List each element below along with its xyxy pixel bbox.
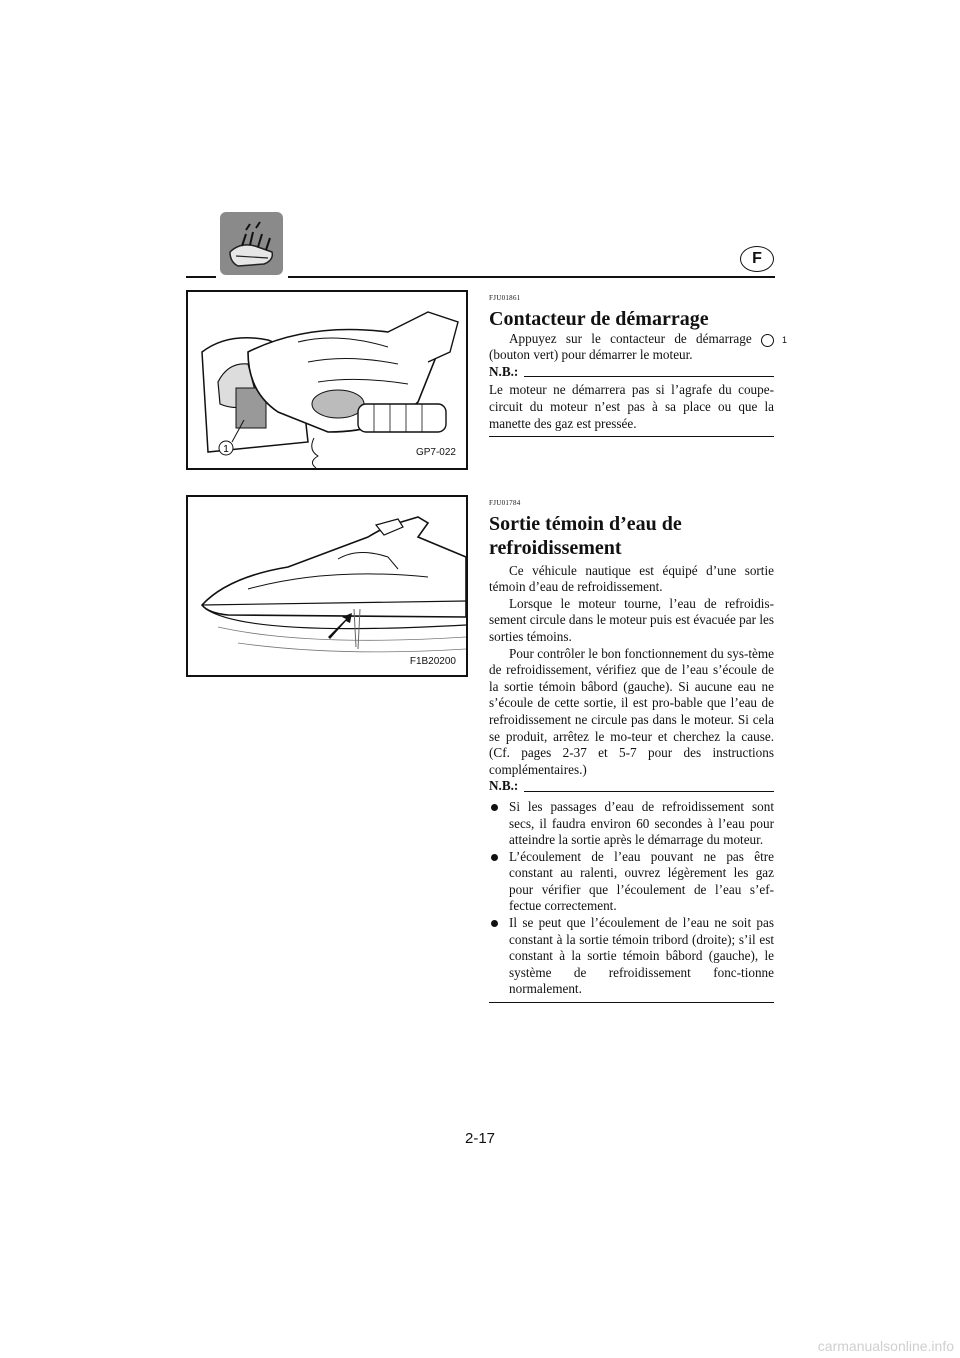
section2-title-line1: Sortie témoin d’eau de xyxy=(489,512,682,535)
list-item: Il se peut que l’écoulement de l’eau ne soit pas constant à la sortie témoin tribord (droite); s’il est constant à la sortie témoin bâbord (gauche), le système de refroidissement fonc-tionne normalement. xyxy=(489,915,774,998)
jetski-icon xyxy=(220,212,283,275)
bullet-icon xyxy=(491,854,498,861)
section2-para1: Ce véhicule nautique est équipé d’une sortie témoin d’eau de refroidissement. xyxy=(489,562,774,595)
hand-on-handlebar-drawing xyxy=(188,292,466,468)
section2-para2: Lorsque le moteur tourne, l’eau de refroidis-sement circule dans le moteur puis est évacuée par les sorties témoins. xyxy=(489,595,774,644)
section2-code: FJU01784 xyxy=(489,499,521,507)
section1-title: Contacteur de démarrage xyxy=(489,307,709,330)
section2-title-line2: refroidissement xyxy=(489,536,622,559)
bullet-icon xyxy=(491,804,498,811)
cooling-outlet-illustration xyxy=(186,495,468,677)
list-item: L’écoulement de l’eau pouvant ne pas être constant au ralenti, ouvrez légèrement les gaz pour vérifier que l’écoulement de l’eau s’ef-fectue correctement. xyxy=(489,849,774,915)
section2-para3: Pour contrôler le bon fonctionnement du sys-tème de refroidissement, vérifiez que de l’eau s’écoule de la sortie témoin bâbord (gauche). Si aucune eau ne s’écoule de cette sortie, il est pro-bable que l’eau de refroidissement ne circule pas dans le moteur. Si cela se produit, arrêtez le mo-teur et cherchez la cause. (Cf. pages 2-37 et 5-7 pour des instructions complémentaires.) xyxy=(489,645,774,777)
section2-note-label: N.B.: xyxy=(489,778,774,795)
start-switch-illustration xyxy=(186,290,468,470)
section1-note-text: Le moteur ne démarrera pas si l’agrafe du coupe-circuit du moteur n’est pas à sa place ou que la manette des gaz est pressée. xyxy=(489,382,774,431)
section1-para: Appuyez sur le contacteur de démarrage 1 (bouton vert) pour démarrer le moteur. xyxy=(489,330,788,363)
figure1-callout: 1 xyxy=(223,444,229,455)
ref-circle: 1 xyxy=(761,334,774,347)
bullet-icon xyxy=(491,920,498,927)
section2-note-end-rule xyxy=(489,1002,774,1003)
watercraft-drawing xyxy=(188,497,466,675)
figure1-code: GP7-022 xyxy=(415,447,456,458)
section1-note-end-rule xyxy=(489,436,774,437)
language-badge: F xyxy=(740,246,774,272)
list-item: Si les passages d’eau de refroidissement sont secs, il faudra environ 60 secondes à l’eau pour atteindre la sortie après le démarrage du moteur. xyxy=(489,799,774,849)
section2-note-list xyxy=(489,799,774,998)
header-rule-left xyxy=(186,276,216,278)
page-number: 2-17 xyxy=(464,1130,496,1147)
section-start-switch xyxy=(489,290,788,437)
section1-code: FJU01861 xyxy=(489,294,521,302)
watermark: carmanualsonline.info xyxy=(817,1338,954,1354)
section-cooling-outlet xyxy=(489,495,774,1003)
header-rule-right xyxy=(288,276,775,278)
section1-note-label: N.B.: xyxy=(489,364,774,381)
figure2-code: F1B20200 xyxy=(409,656,456,667)
